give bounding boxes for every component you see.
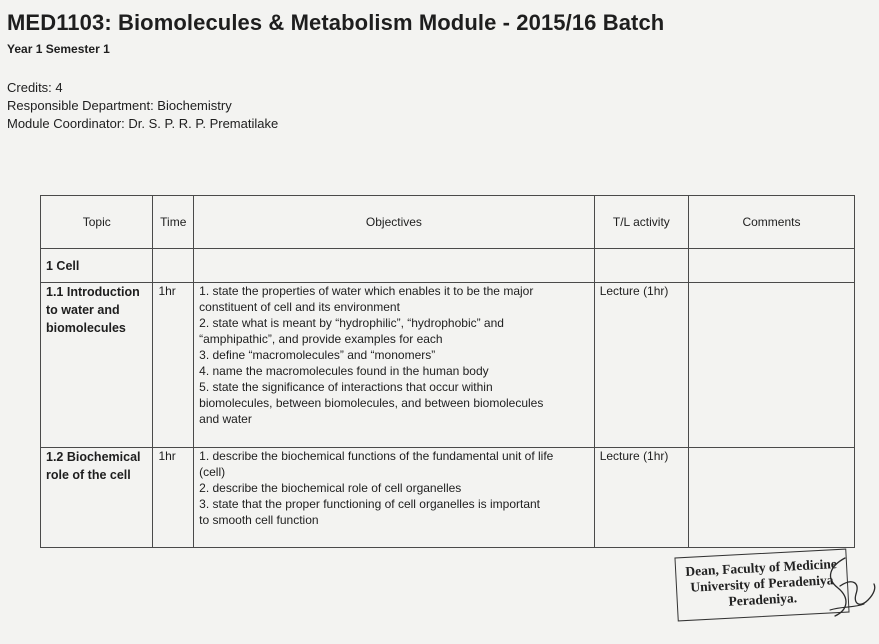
objective-line: 5. state the significance of interactions that occur within: [199, 380, 493, 394]
section-cell: [594, 249, 688, 283]
objective-line: (cell): [199, 465, 226, 479]
credits-text: Credits: 4: [7, 80, 63, 95]
objective-line: 1. state the properties of water which enables it to be the major: [199, 284, 534, 298]
module-meta: [7, 79, 278, 133]
objective-line: 1. describe the biochemical functions of the fundamental unit of life: [199, 449, 554, 463]
stamp-line: Peradeniya.: [728, 590, 798, 609]
department-text: Responsible Department: Biochemistry: [7, 98, 232, 113]
module-title: MED1103: Biomolecules & Metabolism Module - 2015/16 Batch: [7, 10, 665, 35]
comments-cell: [688, 448, 854, 548]
tl-activity-cell: Lecture (1hr): [594, 448, 688, 548]
section-cell: [194, 249, 595, 283]
stamp-line: University of Peradeniya: [690, 572, 834, 595]
comments-cell: [688, 283, 854, 448]
objectives-cell: [194, 448, 595, 548]
header-time: Time: [153, 196, 194, 249]
objective-line: and water: [199, 412, 252, 426]
header-tl-activity: T/L activity: [594, 196, 688, 249]
objective-line: 2. state what is meant by “hydrophilic”, “hydrophobic” and: [199, 316, 504, 330]
time-cell: 1hr: [153, 448, 194, 548]
objective-line: 4. name the macromolecules found in the human body: [199, 364, 489, 378]
table-row: [41, 448, 855, 548]
objective-line: to smooth cell function: [199, 513, 319, 527]
objective-line: constituent of cell and its environment: [199, 300, 400, 314]
header-objectives: Objectives: [194, 196, 595, 249]
objectives-cell: [194, 283, 595, 448]
topic-cell: 1.1 Introduction to water and biomolecules: [41, 283, 153, 448]
time-cell: 1hr: [153, 283, 194, 448]
objective-line: 2. describe the biochemical role of cell organelles: [199, 481, 462, 495]
table-row: [41, 283, 855, 448]
table-header-row: [41, 196, 855, 249]
objective-line: “amphipathic”, and provide examples for each: [199, 332, 443, 346]
section-row: [41, 249, 855, 283]
signature-icon: [790, 548, 879, 628]
topic-cell: 1.2 Biochemical role of the cell: [41, 448, 153, 548]
module-table: [40, 195, 855, 548]
objective-line: 3. state that the proper functioning of cell organelles is important: [199, 497, 541, 511]
section-title: 1 Cell: [41, 249, 153, 283]
coordinator-text: Module Coordinator: Dr. S. P. R. P. Prematilake: [7, 116, 279, 131]
section-cell: [688, 249, 854, 283]
header-topic: Topic: [41, 196, 153, 249]
objective-line: 3. define “macromolecules” and “monomers”: [199, 348, 436, 362]
tl-activity-cell: Lecture (1hr): [594, 283, 688, 448]
objective-line: biomolecules, between biomolecules, and between biomolecules: [199, 396, 544, 410]
stamp-line: Dean, Faculty of Medicine: [685, 556, 838, 579]
section-cell: [153, 249, 194, 283]
header-comments: Comments: [688, 196, 854, 249]
semester-subtitle: Year 1 Semester 1: [7, 42, 110, 56]
